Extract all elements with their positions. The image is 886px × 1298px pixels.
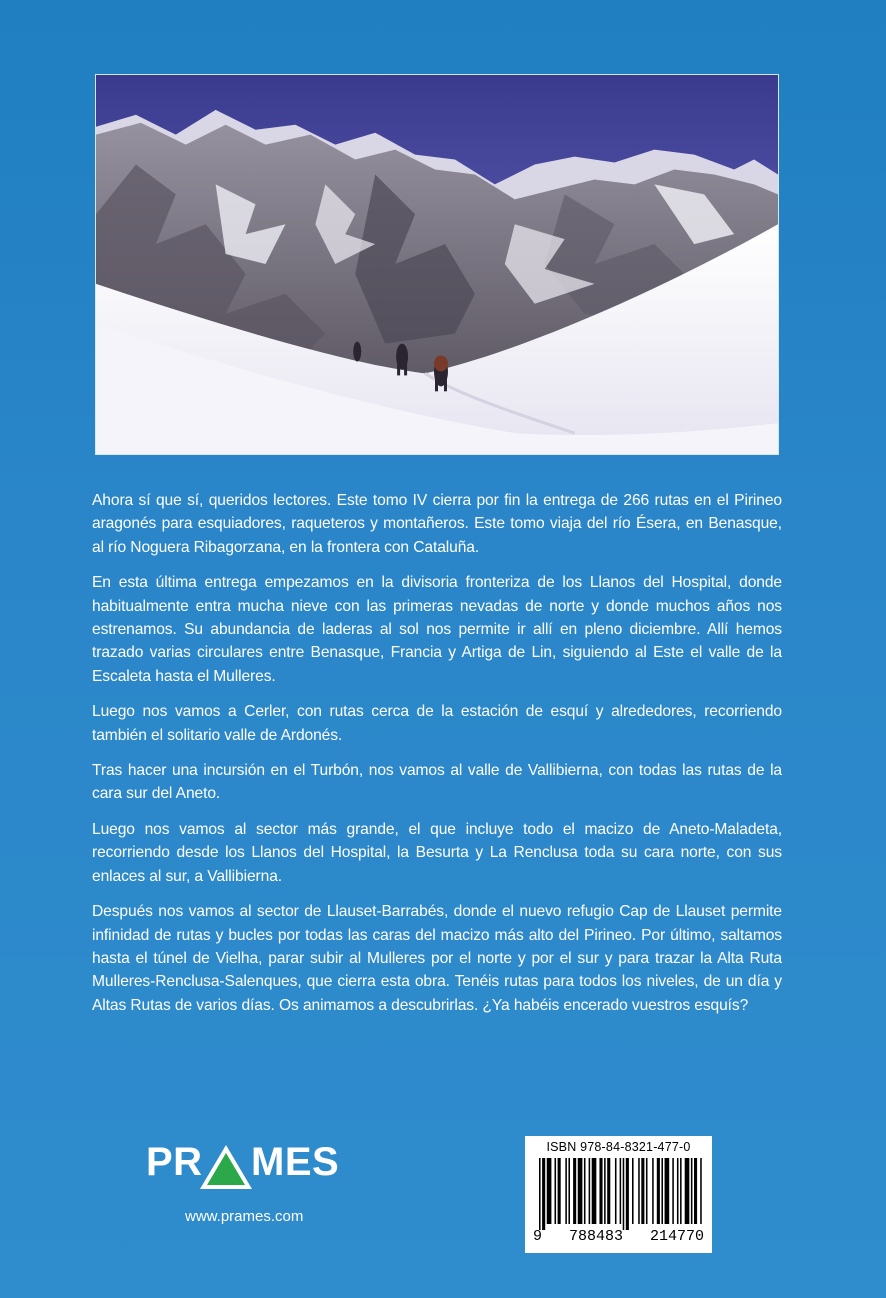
description-paragraph: Luego nos vamos al sector más grande, el que incluye todo el macizo de Aneto-Maladeta, recorriendo desde los Llanos del Hospital, la Besurta y La Renclusa toda su cara norte, con sus enlaces al sur, a Vallibierna.: [92, 820, 782, 885]
mountain-scene-image: [96, 75, 778, 454]
barcode-bars: [531, 1158, 706, 1230]
description-paragraph: En esta última entrega empezamos en la divisoria fronteriza de los Llanos del Hospital, donde habitualmente entra mucha nieve con las primeras nevadas de norte y donde muchos años nos estrenamos. Su abundancia de laderas al sol nos permite ir allí en pleno diciembre. Allí hemos trazado varias circulares entre Benasque, Francia y Artiga de Lin, siguiendo al Este el valle de la Escaleta hasta el Mulleres.: [92, 574, 782, 685]
description-paragraph: Luego nos vamos a Cerler, con rutas cerca de la estación de esquí y alrededores, recorriendo también el solitario valle de Ardonés.: [92, 703, 782, 744]
cover-photo-ski-mountaineers: [95, 74, 779, 455]
barcode-digit-group: 9: [533, 1228, 543, 1245]
description-paragraph: Ahora sí que sí, queridos lectores. Este tomo IV cierra por fin la entrega de 266 rutas en el Pirineo aragonés para esquiadores, raqueteros y montañeros. Este tomo viaja del río Ésera, en Benasque, al río Noguera Ribagorzana, en la frontera con Cataluña.: [92, 492, 782, 556]
mountain-triangle-icon: [198, 1143, 254, 1191]
barcode-digits: [531, 1229, 706, 1244]
back-cover-description: [92, 489, 782, 1029]
prames-logo: [146, 1140, 358, 1196]
barcode-digit-group: 788483: [568, 1228, 623, 1245]
logo-text-right: MES: [251, 1140, 340, 1184]
description-paragraph: Después nos vamos al sector de Llauset-Barrabés, donde el nuevo refugio Cap de Llauset permite infinidad de rutas y bucles por todas las caras del macizo más alto del Pirineo. Por último, saltamos hasta el túnel de Vielha, parar subir al Mulleres por el norte y por el sur y para trazar la Alta Ruta Mulleres-Renclusa-Salenques, que cierra esta obra. Tenéis rutas para todos los niveles, de un día y Altas Rutas de varios días. Os animamos a descubrirlas. ¿Ya habéis encerado vuestros esquís?: [92, 903, 782, 1014]
isbn-label: ISBN 978-84-8321-477-0: [546, 1140, 691, 1154]
barcode-digit-group: 214770: [649, 1228, 704, 1245]
logo-text-left: PR: [146, 1140, 203, 1184]
description-paragraph: Tras hacer una incursión en el Turbón, nos vamos al valle de Vallibierna, con todas las rutas de la cara sur del Aneto.: [92, 762, 782, 803]
isbn-barcode: [525, 1136, 712, 1253]
publisher-website: www.prames.com: [185, 1208, 304, 1225]
